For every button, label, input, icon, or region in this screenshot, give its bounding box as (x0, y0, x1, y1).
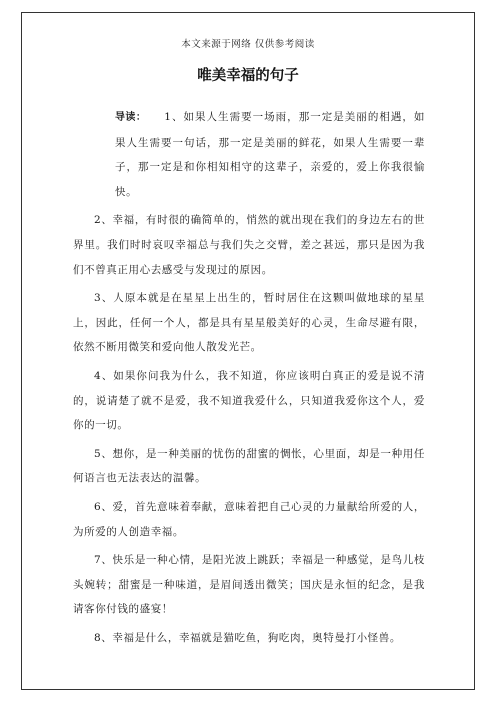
intro-paragraph (73, 105, 425, 204)
source-note: 本文来源于网络 仅供参考阅读 (181, 39, 315, 50)
document-title: 唯美幸福的句子 (197, 68, 299, 84)
paragraph-2: 2、幸福，有时很的确简单的，悄然的就出现在我们的身边左右的世界里。我们时时哀叹幸福总与我们失之交臂，差之甚远，那只是因为我们不曾真正用心去感受与发现过的原因。 (73, 214, 425, 276)
article-body (73, 105, 425, 654)
paragraph-8: 8、幸福是什么，幸福就是猫吃鱼，狗吃肉，奥特曼打小怪兽。 (94, 631, 401, 644)
paragraph-6: 6、爱，首先意味着奉献，意味着把自己心灵的力量献给所爱的人，为所爱的人创造幸福。 (73, 500, 425, 538)
paragraph-7: 7、快乐是一种心情，是阳光波上跳跃；幸福是一种感觉，是鸟儿枝头婉转；甜蜜是一种味道，是眉间透出微笑；国庆是永恒的纪念，是我请客你付钱的盛宴！ (73, 554, 425, 616)
paragraph-5: 5、想你，是一种美丽的忧伤的甜蜜的惆怅，心里面，却是一种用任何语言也无法表达的温馨。 (73, 447, 425, 485)
paragraph-3: 3、人原本就是在星星上出生的，暂时居住在这颗叫做地球的星星上，因此，任何一个人，都是具有星星般美好的心灵，生命尽避有限，依然不断用微笑和爱向他人散发光芒。 (73, 292, 425, 354)
intro-label: 导读： (115, 112, 147, 123)
paragraph-4: 4、如果你问我为什么，我不知道，你应该明白真正的爱是说不清的，说请楚了就不是爱，我不知道我爱什么，只知道我爱你这个人，爱你的一切。 (73, 369, 425, 432)
intro-text: 1、如果人生需要一场雨，那一定是美丽的相遇，如果人生需要一句话，那一定是美丽的鲜花，如果人生需要一辈子，那一定是和你相知相守的这辈子，亲爱的，爱上你我很愉快。 (115, 111, 425, 198)
